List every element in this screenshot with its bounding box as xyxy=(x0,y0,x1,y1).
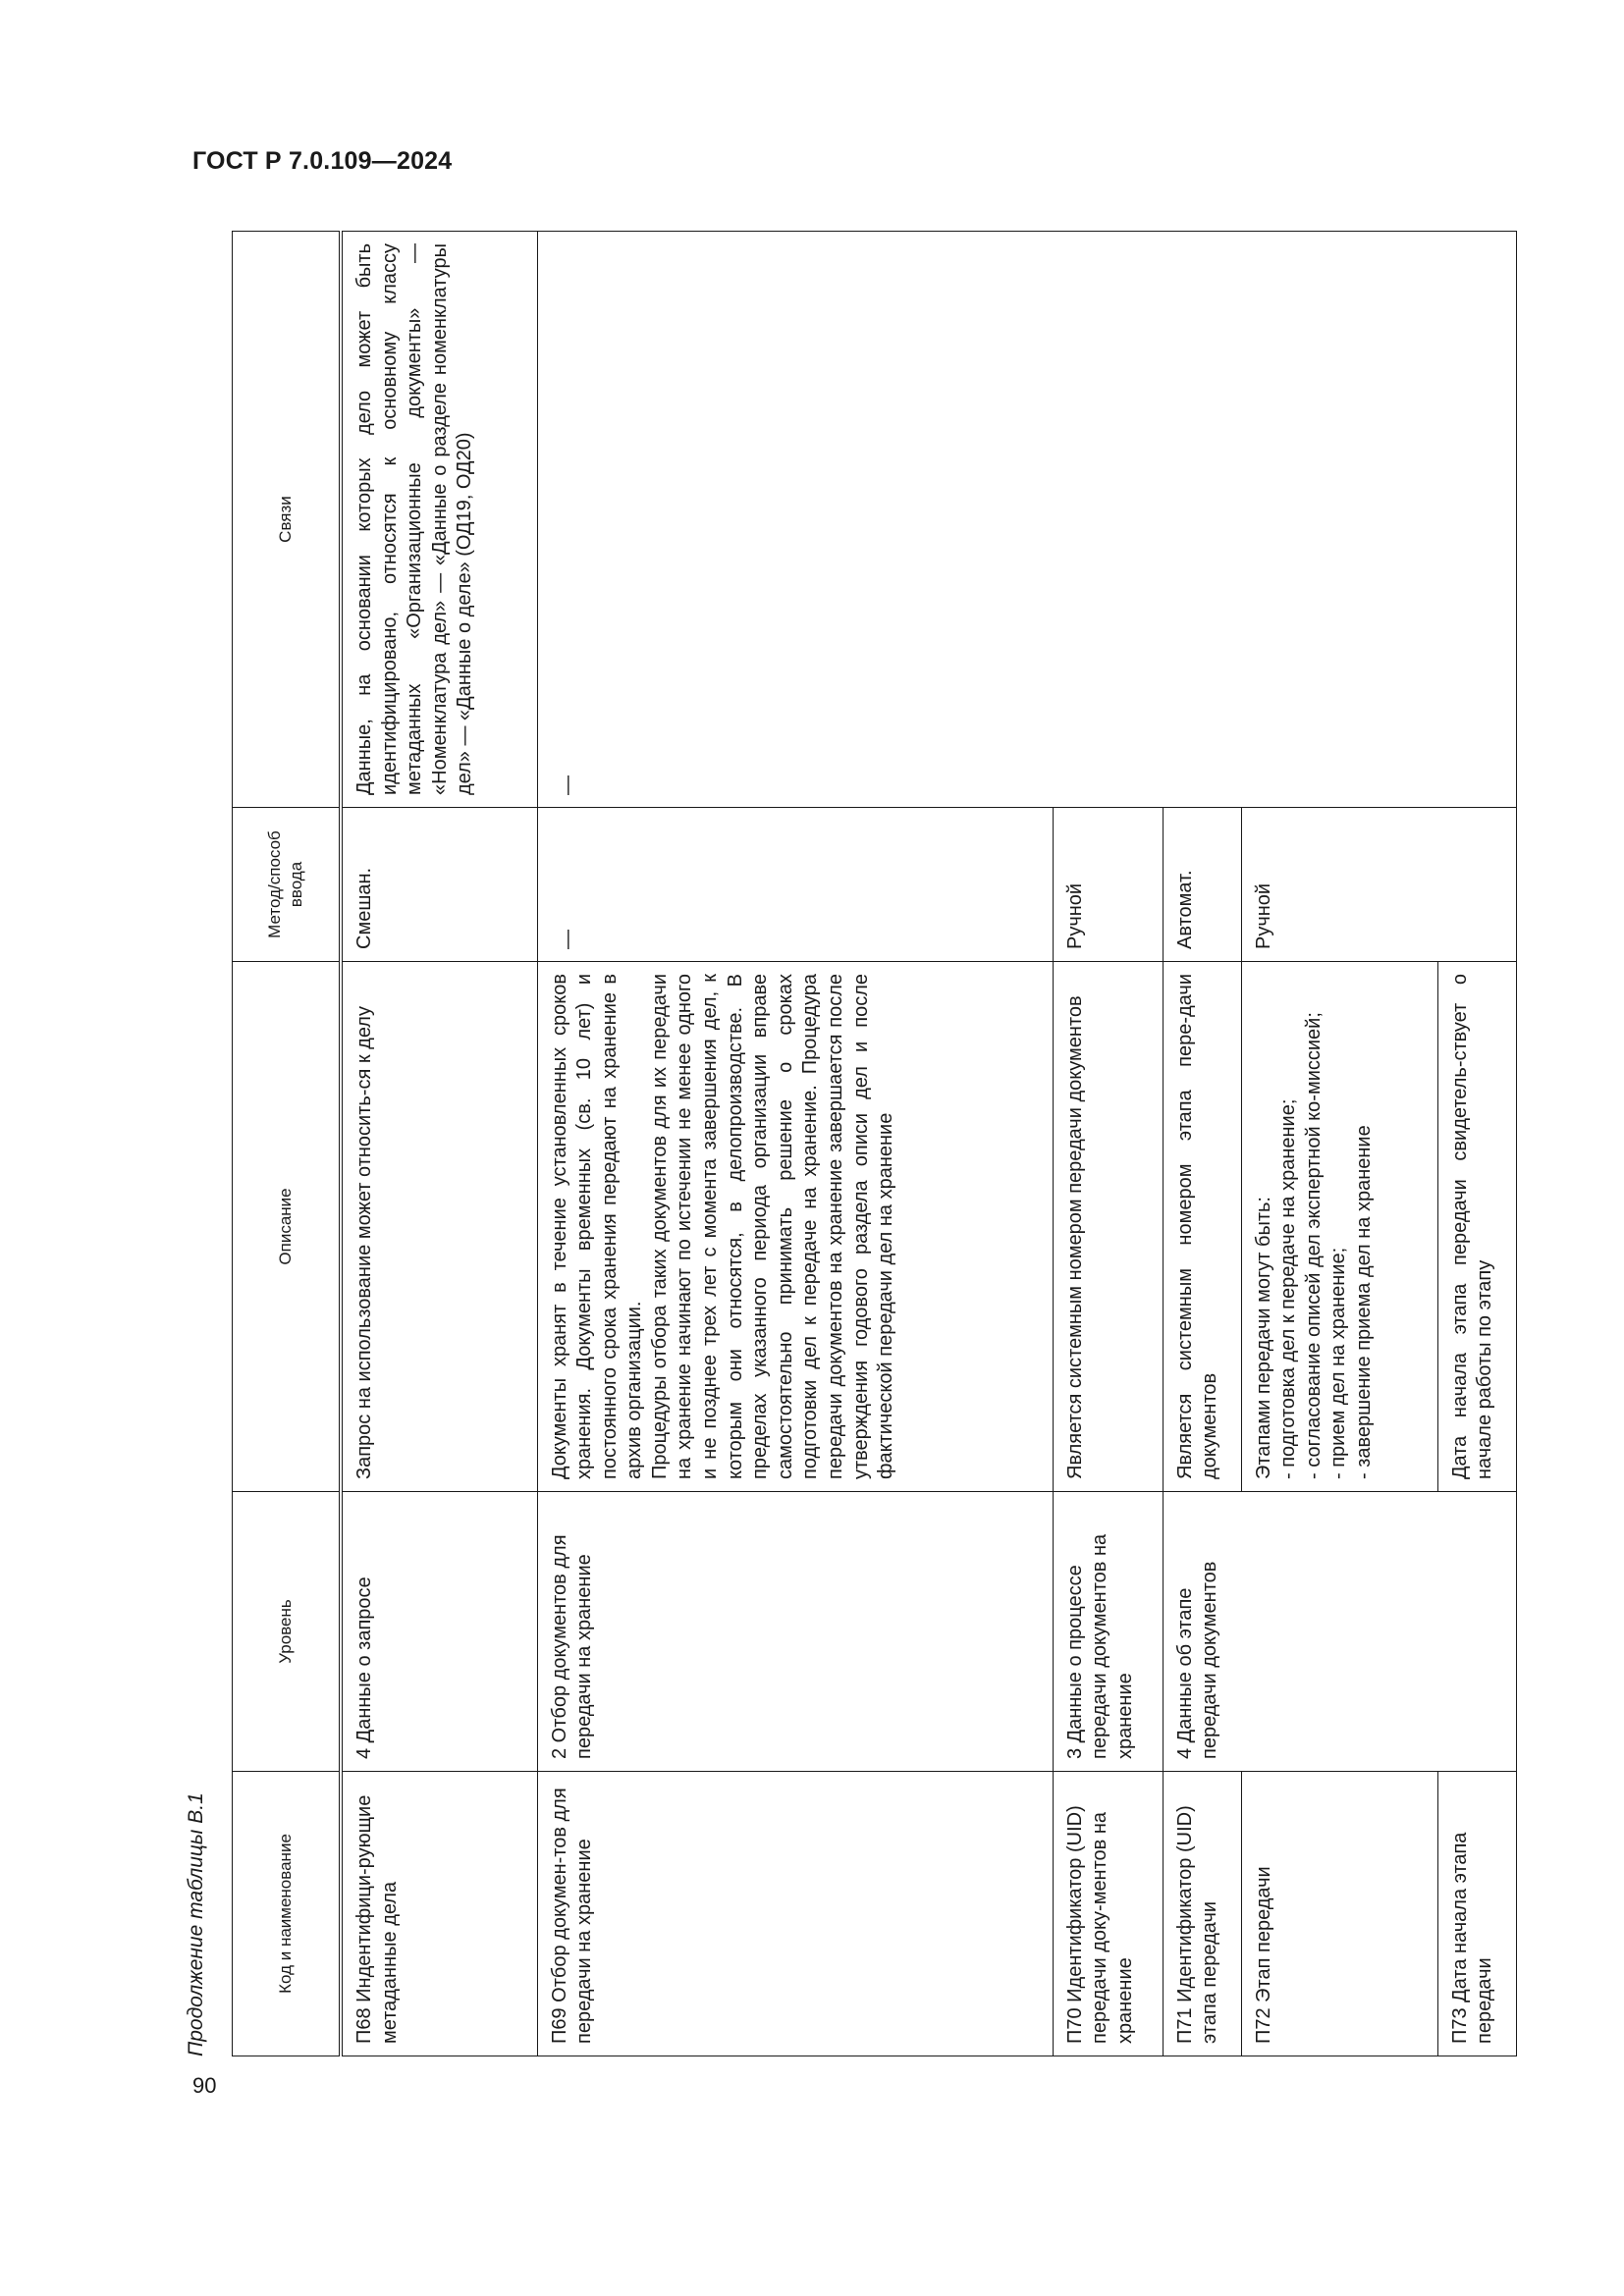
cell-description: Является системным номером передачи документов xyxy=(1053,962,1163,1492)
column-header-method: Метод/способ ввода xyxy=(233,808,342,962)
cell-code: П68 Индентифици-рующие метаданные дела xyxy=(341,1772,537,2056)
list-item: - завершение приема дел на хранение xyxy=(1352,1125,1375,1479)
cell-level: 4 Данные об этапе передачи документов xyxy=(1163,1492,1516,1772)
column-header-level: Уровень xyxy=(233,1492,342,1772)
column-header-code: Код и наименование xyxy=(233,1772,342,2056)
column-header-links: Связи xyxy=(233,232,342,808)
cell-links: Данные, на основании которых дело может быть идентифицировано, относятся к основному классу метаданных «Организационные документы» — «Номенклатура дел» — «Данные о разделе номенклатуры дел» — «Данные о деле» (ОД19, ОД20) xyxy=(341,232,537,808)
cell-description: Запрос на использование может относить-ся к делу xyxy=(341,962,537,1492)
cell-code: П70 Идентификатор (UID) передачи доку-ментов на хранение xyxy=(1053,1772,1163,2056)
description-paragraph: Процедуры отбора таких документов для их передачи на хранение начинают по истечении не менее одного и не позднее трех лет с момента завершения дел, к которым они относятся, в делопроизводстве. В пределах указанного периода организации вправе самостоятельно принимать решение о сроках подготовки дел к передаче на хранение. Процедура передачи документов на хранение завершается после утверждения годового раздела описи дел и после фактической передачи дел на хранение xyxy=(648,974,897,1479)
cell-method: Ручной xyxy=(1241,808,1516,962)
cell-description xyxy=(537,962,1053,1492)
document-header: ГОСТ Р 7.0.109—2024 xyxy=(192,147,453,175)
rotated-table-container xyxy=(185,231,1503,2056)
column-header-description: Описание xyxy=(233,962,342,1492)
cell-description: Является системным номером этапа пере-дачи документов xyxy=(1163,962,1241,1492)
list-item: - согласование описей дел экспертной ко-миссией; xyxy=(1302,1012,1325,1479)
cell-links: — xyxy=(537,232,1516,808)
list-item: - подготовка дел к передаче на хранение; xyxy=(1277,1098,1300,1479)
cell-method: Автомат. xyxy=(1163,808,1241,962)
list-item: - прием дел на хранение; xyxy=(1327,1247,1350,1479)
table-row xyxy=(537,232,1053,2056)
table-header-row xyxy=(233,232,342,2056)
page-number: 90 xyxy=(192,2073,217,2098)
cell-level: 3 Данные о процессе передачи документов на хранение xyxy=(1053,1492,1163,1772)
cell-level: 2 Отбор документов для передачи на хранение xyxy=(537,1492,1053,1772)
cell-description: Дата начала этапа передачи свидетель-ствует о начале работы по этапу xyxy=(1437,962,1516,1492)
cell-method: Ручной xyxy=(1053,808,1163,962)
cell-code: П72 Этап передачи xyxy=(1241,1772,1437,2056)
cell-code: П73 Дата начала этапа передачи xyxy=(1437,1772,1516,2056)
cell-code: П71 Идентификатор (UID) этапа передачи xyxy=(1163,1772,1241,2056)
cell-level: 4 Данные о запросе xyxy=(341,1492,537,1772)
metadata-table xyxy=(232,231,1517,2056)
cell-description xyxy=(1241,962,1437,1492)
cell-method: Смешан. xyxy=(341,808,537,962)
table-row xyxy=(341,232,537,2056)
table-caption: Продолжение таблицы В.1 xyxy=(185,1792,207,2056)
description-intro: Этапами передачи могут быть: xyxy=(1252,1197,1274,1479)
description-paragraph: Документы хранят в течение установленных сроков хранения. Документы временных (св. 10 лет) и постоянного срока хранения передают на хранение в архив организации. xyxy=(548,974,646,1479)
cell-method: — xyxy=(537,808,1053,962)
cell-code: П69 Отбор докумен-тов для передачи на хранение xyxy=(537,1772,1053,2056)
